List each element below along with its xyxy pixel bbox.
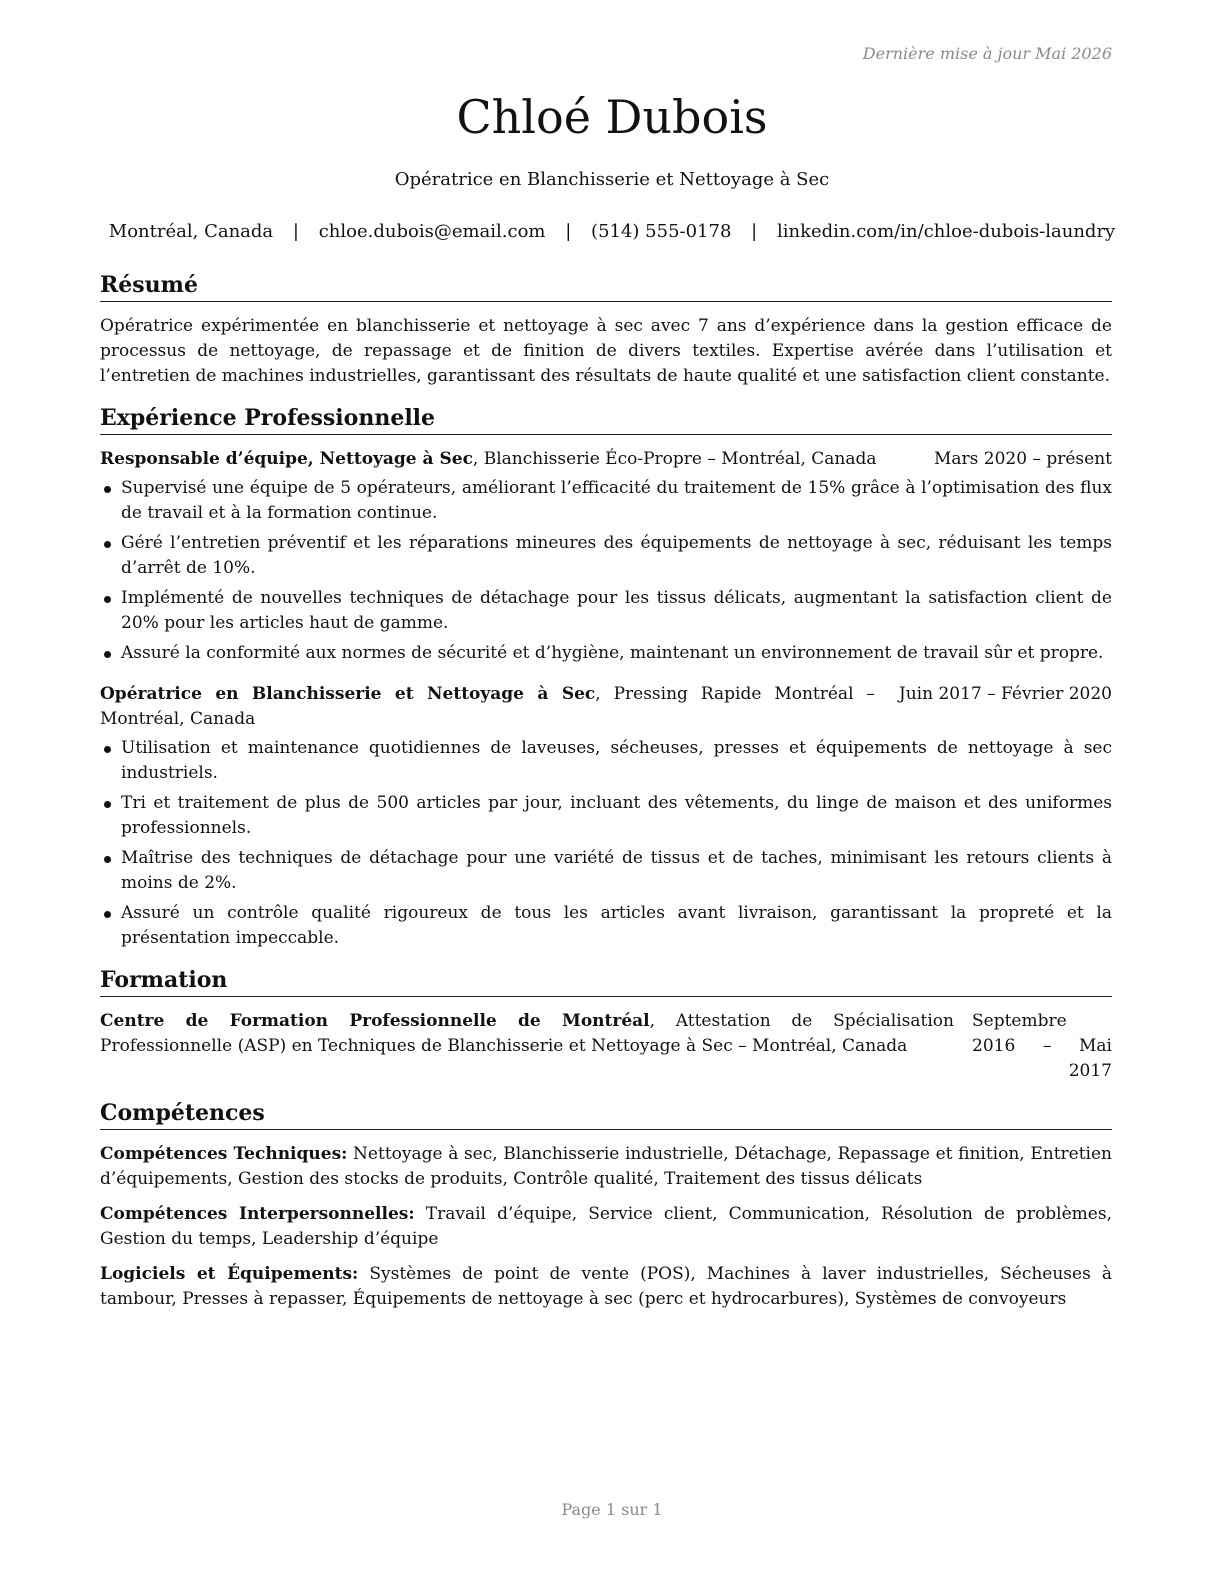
- job-bullet: Maîtrise des techniques de détachage pour une variété de tissus et de taches, minimisant les retours clients à moins de 2%.: [100, 846, 1112, 896]
- education-entry: [100, 1009, 1112, 1084]
- skills-section: [100, 1098, 1112, 1312]
- job-header: [100, 682, 1112, 732]
- job-company: , Blanchisserie Éco-Propre – Montréal, Canada: [472, 449, 877, 469]
- skill-group-text: Travail d’équipe, Service client, Communication, Résolution de problèmes, Gestion du temps, Leadership d’équipe: [100, 1204, 1112, 1249]
- candidate-name: Chloé Dubois: [456, 90, 768, 144]
- resume-body: [100, 270, 1112, 1326]
- contact-linkedin[interactable]: linkedin.com/in/chloe-dubois-laundry: [776, 221, 1116, 242]
- section-heading-skills: Compétences: [100, 1098, 1112, 1130]
- job-bullet: Géré l’entretien préventif et les réparations mineures des équipements de nettoyage à sec, réduisant les temps d’arrêt de 10%.: [100, 531, 1112, 581]
- skill-group: [100, 1262, 1112, 1312]
- candidate-title: Opératrice en Blanchisserie et Nettoyage à Sec: [394, 169, 830, 190]
- job-header: [100, 447, 1112, 472]
- skill-group-text: Nettoyage à sec, Blanchisserie industrielle, Détachage, Repassage et finition, Entretien d’équipements, Gestion des stocks de produits, Contrôle qualité, Traitement des tissus délicats: [100, 1144, 1112, 1189]
- education-details: , Attestation de Spécialisation Professionnelle (ASP) en Techniques de Blanchisserie et Nettoyage à Sec – Montréal, Canada: [100, 1011, 954, 1056]
- experience-section: [100, 403, 1112, 951]
- section-heading-experience: Expérience Professionnelle: [100, 403, 1112, 435]
- job-bullet: Utilisation et maintenance quotidiennes de laveuses, sécheuses, presses et équipements de nettoyage à sec industriels.: [100, 736, 1112, 786]
- education-dates: Septembre 2016 – Mai 2017: [972, 1011, 1112, 1081]
- job-dates: Juin 2017 – Février 2020: [898, 684, 1112, 704]
- contact-email[interactable]: chloe.dubois@email.com: [318, 221, 546, 242]
- job-bullets: [100, 736, 1112, 951]
- job-entry: [100, 447, 1112, 666]
- contact-phone: (514) 555-0178: [591, 221, 732, 242]
- contact-separator: |: [292, 221, 299, 242]
- skill-group-label: Compétences Techniques:: [100, 1144, 348, 1164]
- job-title-line: [100, 682, 899, 732]
- contact-location: Montréal, Canada: [108, 221, 274, 242]
- job-entry: [100, 682, 1112, 951]
- skill-group-label: Logiciels et Équipements:: [100, 1264, 359, 1284]
- contact-line: [0, 220, 1224, 244]
- education-section: [100, 965, 1112, 1084]
- section-heading-summary: Résumé: [100, 270, 1112, 302]
- summary-section: [100, 270, 1112, 389]
- skill-group: [100, 1142, 1112, 1192]
- job-bullet: Supervisé une équipe de 5 opérateurs, améliorant l’efficacité du traitement de 15% grâce à l’optimisation des flux de travail et à la formation continue.: [100, 476, 1112, 526]
- job-bullet: Assuré la conformité aux normes de sécurité et d’hygiène, maintenant un environnement de travail sûr et propre.: [100, 641, 1112, 666]
- skill-group: [100, 1202, 1112, 1252]
- summary-text: Opératrice expérimentée en blanchisserie et nettoyage à sec avec 7 ans d’expérience dans la gestion efficace de processus de nettoyage, de repassage et de finition de divers textiles. Expertise avérée dans l’utilisation et l’entretien de machines industrielles, garantissant des résultats de haute qualité et une satisfaction client constante.: [100, 316, 1112, 386]
- job-bullet: Tri et traitement de plus de 500 articles par jour, incluant des vêtements, du linge de maison et des uniformes professionnels.: [100, 791, 1112, 841]
- education-school: Centre de Formation Professionnelle de Montréal: [100, 1011, 650, 1031]
- education-description: [100, 1009, 972, 1084]
- job-dates: Mars 2020 – présent: [933, 449, 1112, 469]
- job-bullet: Implémenté de nouvelles techniques de détachage pour les tissus délicats, augmentant la satisfaction client de 20% pour les articles haut de gamme.: [100, 586, 1112, 636]
- job-bullets: [100, 476, 1112, 666]
- contact-separator: |: [751, 221, 758, 242]
- job-title-line: [100, 447, 934, 472]
- job-bullet: Assuré un contrôle qualité rigoureux de tous les articles avant livraison, garantissant la propreté et la présentation impeccable.: [100, 901, 1112, 951]
- last-updated: Dernière mise à jour Mai 2026: [862, 44, 1112, 63]
- job-company: , Pressing Rapide Montréal – Montréal, Canada: [100, 684, 875, 729]
- skill-group-text: Systèmes de point de vente (POS), Machines à laver industrielles, Sécheuses à tambour, Presses à repasser, Équipements de nettoyage à sec (perc et hydrocarbures), Systèmes de convoyeurs: [100, 1264, 1112, 1309]
- job-role: Responsable d’équipe, Nettoyage à Sec: [100, 449, 473, 469]
- page-number: Page 1 sur 1: [561, 1500, 663, 1519]
- contact-separator: |: [565, 221, 572, 242]
- job-role: Opératrice en Blanchisserie et Nettoyage à Sec: [100, 684, 596, 704]
- section-heading-education: Formation: [100, 965, 1112, 997]
- skill-group-label: Compétences Interpersonnelles:: [100, 1204, 415, 1224]
